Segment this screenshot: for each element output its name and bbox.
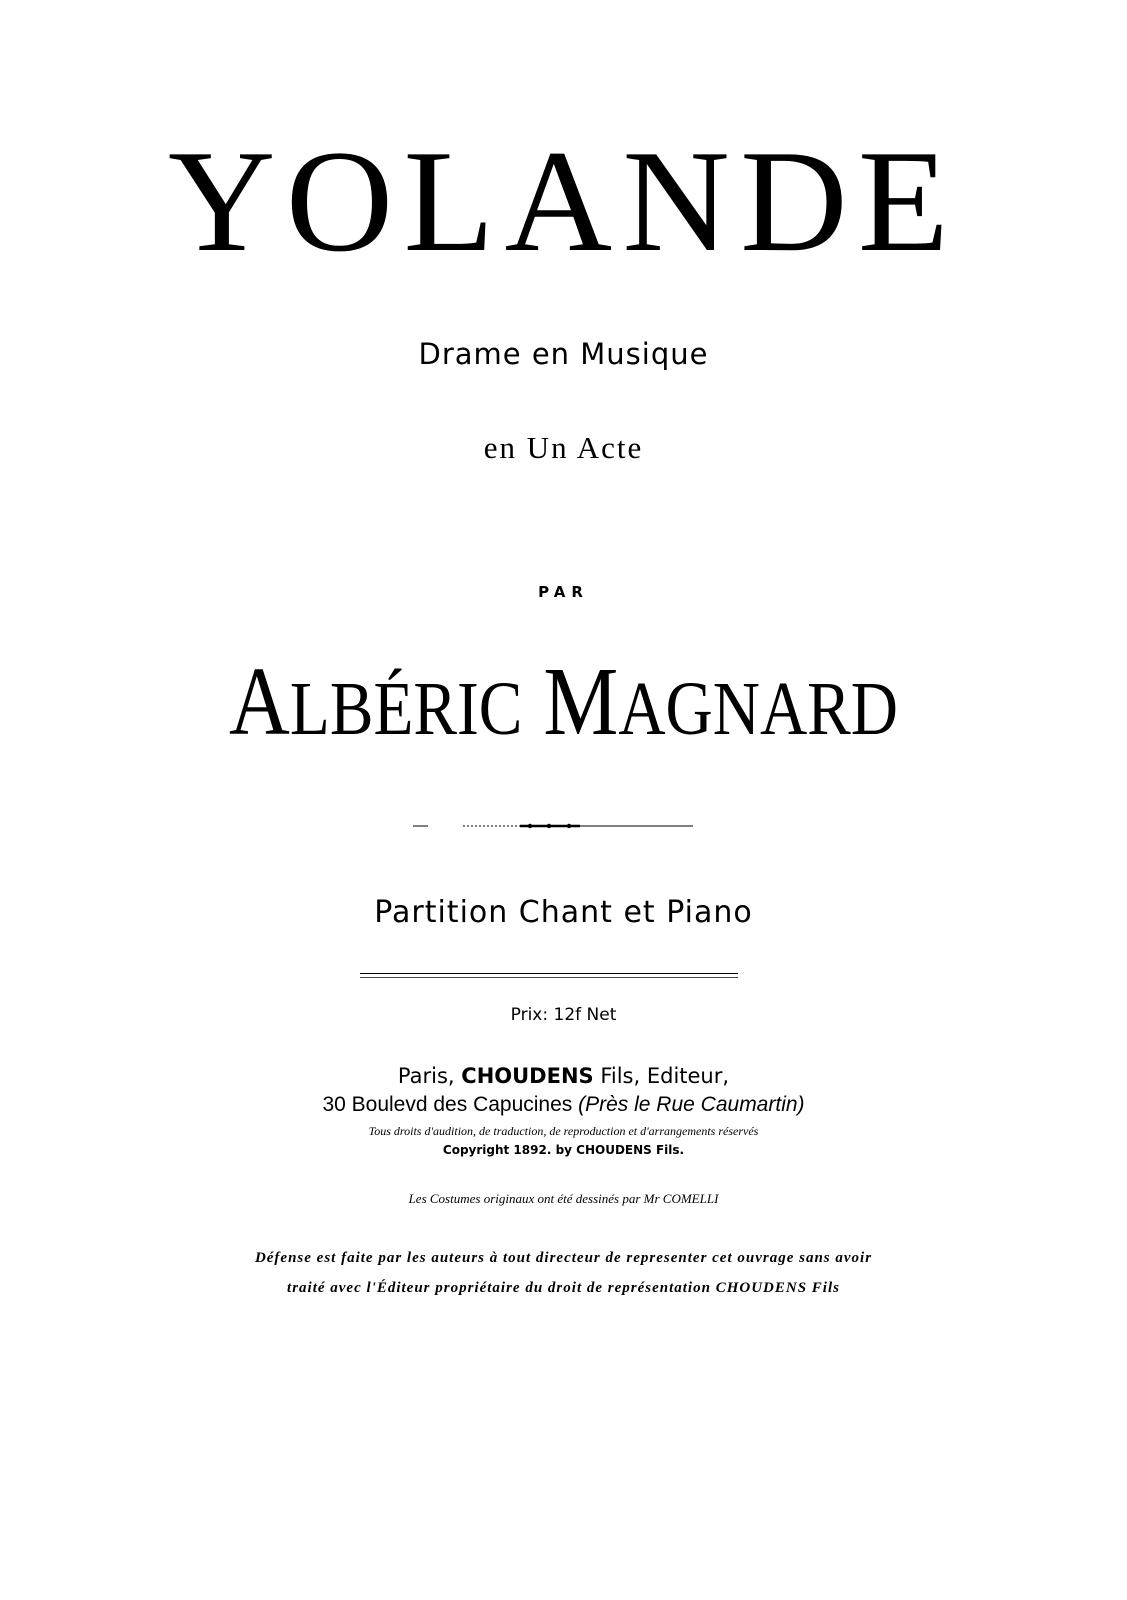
ornament-divider xyxy=(0,818,1127,832)
composer-name xyxy=(79,648,1048,756)
publisher-line xyxy=(0,1064,1127,1088)
subtitle: Drame en Musique xyxy=(418,337,709,371)
copyright: Copyright 1892. by CHOUDENS Fils. xyxy=(442,1143,685,1157)
publisher-suffix: Fils, Editeur, xyxy=(593,1064,730,1088)
rights-notice: Tous droits d'audition, de traduction, de reproduction et d'arrangements réservés xyxy=(368,1124,759,1138)
address-line xyxy=(0,1093,1127,1117)
composer-last-rest: AGNARD xyxy=(618,667,898,751)
composer-first-initial: A xyxy=(229,648,290,756)
composer-last-initial: M xyxy=(543,648,619,756)
costumes-credit: Les Costumes originaux ont été dessinés par Mr COMELLI xyxy=(408,1191,719,1206)
address-note: (Près le Rue Caumartin) xyxy=(578,1093,805,1116)
defense-notice-line-1: Défense est faite par les auteurs à tout directeur de representer cet ouvrage sans avoir xyxy=(254,1250,873,1266)
ornament-divider-graphic xyxy=(0,818,1127,832)
composer-first-rest: LBÉRIC xyxy=(289,667,523,751)
title: YOLANDE xyxy=(167,120,960,282)
defense-notice-line-2: traité avec l'Éditeur propriétaire du droit de représentation CHOUDENS Fils xyxy=(287,1280,840,1296)
publisher-name: CHOUDENS xyxy=(461,1064,594,1088)
acts-line: en Un Acte xyxy=(483,430,644,465)
by-label: PAR xyxy=(538,583,589,601)
publisher-city: Paris, xyxy=(397,1064,462,1088)
address-street: 30 Boulevd des Capucines xyxy=(322,1093,579,1116)
score-type: Partition Chant et Piano xyxy=(374,895,753,930)
double-rule xyxy=(360,973,738,978)
price: Prix: 12f Net xyxy=(510,1005,617,1025)
